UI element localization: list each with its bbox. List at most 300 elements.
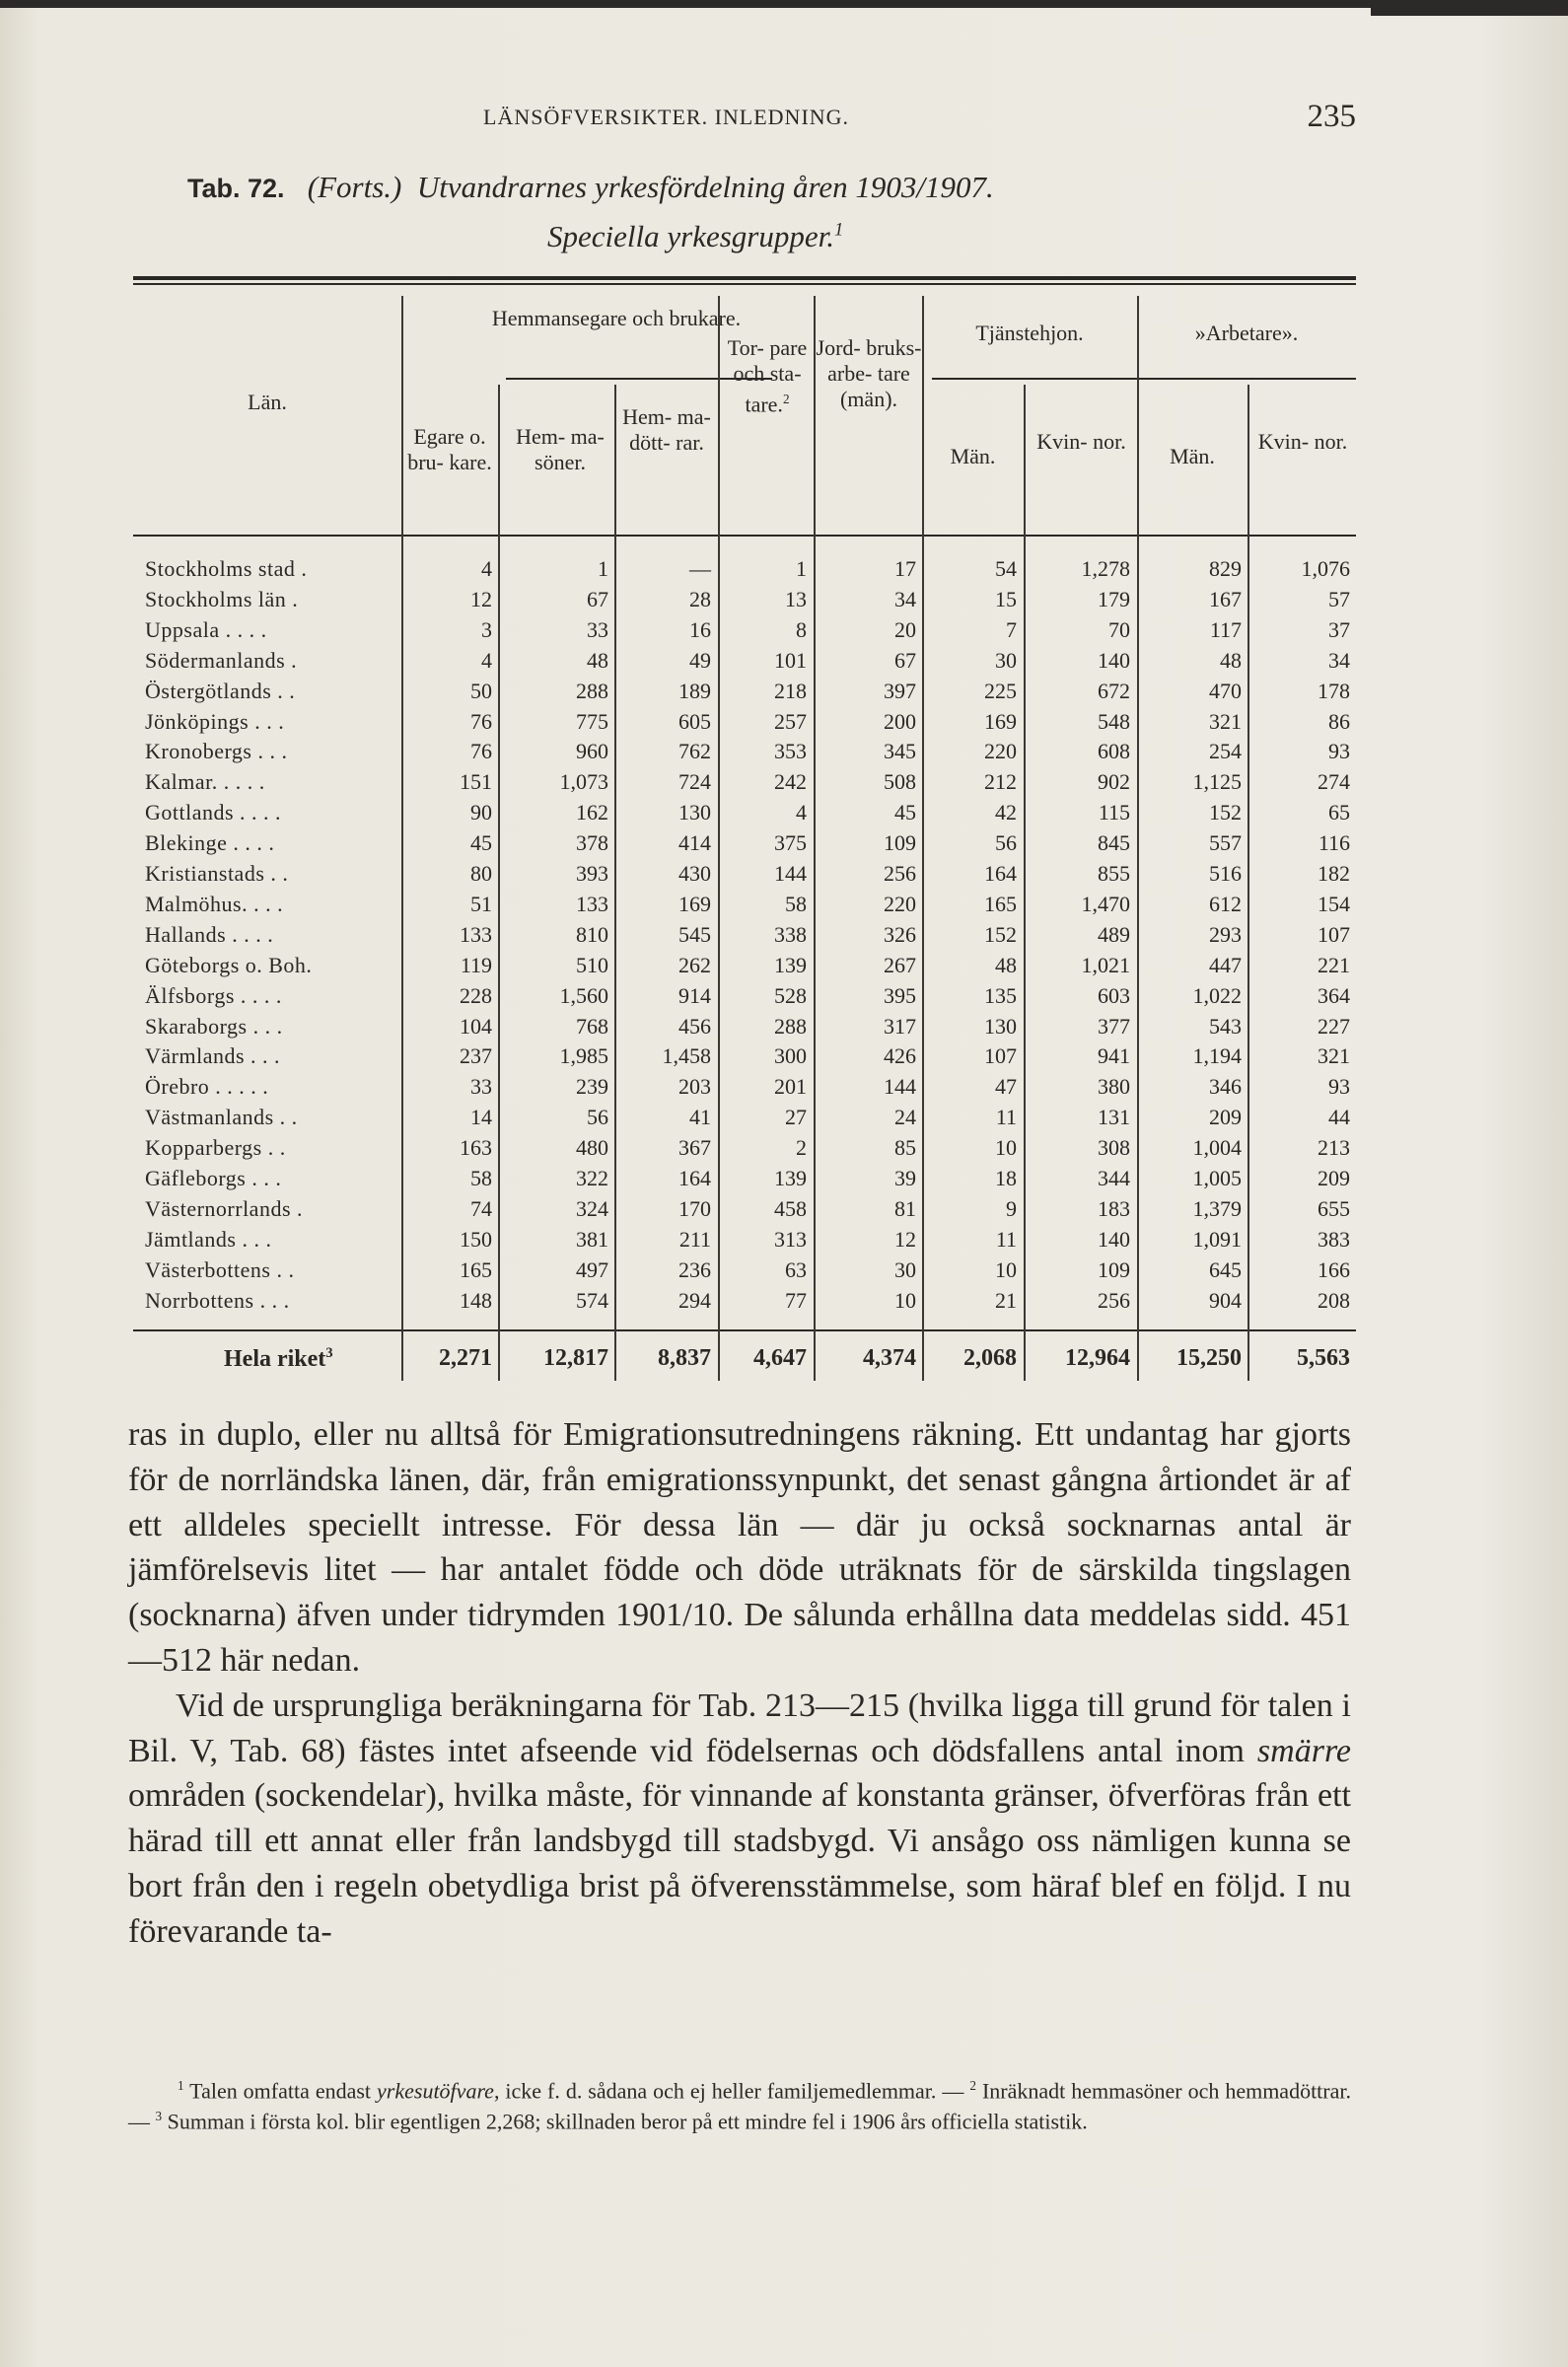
table-cell: 34 [1328, 647, 1350, 673]
table-cell: 56 [587, 1105, 608, 1130]
table-cell: 353 [774, 739, 807, 764]
table-cell: 447 [1209, 952, 1242, 977]
table-cell: 211 [678, 1226, 711, 1252]
lan-name: Kristianstads . . [145, 861, 289, 886]
table-cell: 17 [894, 556, 916, 581]
table-cell: 317 [884, 1013, 916, 1039]
total-cell: 15,250 [1176, 1345, 1242, 1371]
table-cell: 50 [470, 678, 492, 703]
table-cell: 58 [470, 1166, 492, 1190]
table-cell: 557 [1209, 830, 1242, 856]
table-cell: 612 [1209, 891, 1242, 916]
table-cell: 762 [678, 739, 711, 764]
table-top-rule-thin [133, 283, 1356, 285]
table-cell: 326 [884, 921, 916, 947]
table-row [133, 554, 1356, 585]
table-subtitle [547, 219, 843, 254]
running-head-title: LÄNSÖFVERSIKTER. INLEDNING. [483, 105, 850, 129]
header-lan: Län. [248, 390, 287, 414]
table-cell: 20 [894, 616, 916, 642]
table-cell: 107 [1318, 921, 1350, 947]
table-cell: 67 [894, 647, 916, 673]
table-cell: 605 [678, 708, 711, 734]
paragraph [128, 1684, 1351, 1955]
table-cell: 45 [894, 800, 916, 825]
table-cell: 51 [470, 891, 492, 916]
table-cell: 267 [884, 952, 916, 977]
table-label: Tab. 72. [187, 174, 285, 203]
header-bottom-rule [133, 535, 1356, 537]
table-cell: 1,091 [1192, 1226, 1242, 1252]
table-cell: 152 [1209, 800, 1242, 825]
table-cell: 15 [995, 586, 1017, 611]
table-cell: 151 [460, 769, 492, 795]
table-cell: 344 [1098, 1166, 1130, 1190]
table-cell: 101 [774, 647, 807, 673]
table-cell: 130 [678, 800, 711, 825]
lan-name: Västmanlands . . [145, 1105, 298, 1130]
footnote-emphasis: yrkesutöfvare [377, 2078, 494, 2104]
table-row [133, 1041, 1356, 1072]
table-cell: 48 [995, 952, 1017, 977]
table-row [133, 981, 1356, 1012]
table-cell: 221 [1318, 952, 1350, 977]
table-cell: 430 [678, 861, 711, 886]
table-cell: 516 [1209, 861, 1242, 886]
table-cell: 144 [884, 1074, 916, 1100]
group-rule-arbetare [1139, 378, 1356, 380]
table-cell: 603 [1098, 982, 1130, 1008]
lan-name: Gottlands . . . . [145, 800, 282, 825]
table-cell: 377 [1098, 1013, 1130, 1039]
total-label-mark: 3 [325, 1345, 333, 1361]
footnote-text: Summan i första kol. blir egentligen 2,268; skillnaden beror på ett mindre fel i 1906 års officiella statistik. [162, 2109, 1088, 2134]
table-cell: 321 [1318, 1043, 1350, 1069]
table-cell: 960 [576, 739, 608, 764]
total-cell: 4,374 [863, 1345, 916, 1371]
table-row [133, 828, 1356, 859]
table-cell: 11 [995, 1105, 1017, 1130]
table-cell: 1,194 [1192, 1043, 1242, 1069]
table-cell: 1,560 [559, 982, 608, 1008]
table-cell: 902 [1098, 769, 1130, 795]
table-cell: 236 [678, 1256, 711, 1282]
table-cell: 414 [678, 830, 711, 856]
table-cell: 1,021 [1081, 952, 1130, 977]
table-cell: 239 [576, 1074, 608, 1100]
table-cell: 1,022 [1192, 982, 1242, 1008]
table-cell: 645 [1209, 1256, 1242, 1282]
table-row [133, 1164, 1356, 1194]
table-row [133, 1194, 1356, 1225]
table-cell: 228 [460, 982, 492, 1008]
table-cell: 170 [678, 1195, 711, 1221]
footnote-text: , icke f. d. sådana och ej heller familjemedlemmar. — [493, 2078, 970, 2104]
table-cell: 81 [894, 1195, 916, 1221]
footnote-mark: 1 [178, 2078, 184, 2093]
running-head [133, 99, 1356, 138]
table-cell: 3 [481, 616, 492, 642]
table-cell: 10 [995, 1256, 1017, 1282]
footnotes [128, 2073, 1351, 2135]
footnote-mark: 2 [969, 2078, 976, 2093]
table-cell: 1,470 [1081, 891, 1130, 916]
table-cell: 77 [785, 1287, 807, 1313]
table-row [133, 677, 1356, 707]
table-cell: 4 [796, 800, 807, 825]
table-cell: 90 [470, 800, 492, 825]
table-cell: 164 [678, 1166, 711, 1190]
table-cell: 148 [460, 1287, 492, 1313]
table-cell: 162 [576, 800, 608, 825]
table-cell: 49 [689, 647, 711, 673]
table-cell: 256 [884, 861, 916, 886]
total-cell: 2,068 [963, 1345, 1017, 1371]
total-row [133, 1341, 1356, 1381]
table-cell: 4 [481, 647, 492, 673]
table-row [133, 859, 1356, 890]
lan-name: Göteborgs o. Boh. [145, 952, 313, 977]
header-hemmadottrar: Hem- ma- dött- rar. [622, 404, 711, 455]
table-cell: 80 [470, 861, 492, 886]
lan-name: Uppsala . . . . [145, 616, 267, 642]
table-cell: 48 [587, 647, 608, 673]
table-cell: 10 [894, 1287, 916, 1313]
table-cell: 655 [1318, 1195, 1350, 1221]
total-cell: 12,817 [543, 1345, 608, 1371]
table-cell: 1,005 [1192, 1166, 1242, 1190]
table-cell: 775 [576, 708, 608, 734]
footnote-mark: 3 [155, 2109, 163, 2124]
table-cell: 383 [1318, 1226, 1350, 1252]
total-cell: 2,271 [439, 1345, 492, 1371]
table-cell: 16 [689, 616, 711, 642]
table-row [133, 1072, 1356, 1103]
lan-name: Västernorrlands . [145, 1195, 304, 1221]
header-tjanste-kvinnor: Kvin- nor. [1036, 429, 1126, 454]
table-cell: 1 [796, 556, 807, 581]
body-text [128, 1412, 1351, 1955]
table-cell: 70 [1108, 616, 1130, 642]
table-cell: 54 [995, 556, 1017, 581]
paragraph-part: Vid de ursprungliga beräkningarna för Tab. 213—215 (hvilka ligga till grund för talen i Bil. V, Tab. 68) fästes intet afseende vid födelsernas och dödsfallens antal inom [128, 1686, 1351, 1769]
footnote-text: Talen omfatta endast [183, 2078, 378, 2104]
table-cell: 672 [1098, 678, 1130, 703]
table-cell: 164 [984, 861, 1017, 886]
table-cell: 810 [576, 921, 608, 947]
paragraph-part: områden (sockendelar), hvilka måste, för vinnande af konstanta gränser, öfverföras från ett härad till ett annat eller från landsbygd till stadsbygd. Vi ansågo oss nämligen kunna se bort från den i regeln obetydliga brist på öfverensstämmelse, som häraf blef en följd. I nu förevarande ta- [128, 1777, 1351, 1950]
table-cell: 208 [1318, 1287, 1350, 1313]
paragraph: ras in duplo, eller nu alltså för Emigrationsutredningens räkning. Ett undantag har gjorts för de norrländska länen, där, från emigrationssynpunkt, det senast gångna årtiondet är af ett alldeles speciellt intresse. För dessa län — där ju också socknarnas antal är jämförelsevis litet — har antalet födde och döde uträknats för de särskilda tingslagen (socknarna) äfven under tidrymden 1901/10. De sålunda erhållna data meddelas sidd. 451—512 här nedan. [128, 1416, 1351, 1679]
table-cell: 480 [576, 1135, 608, 1161]
table-cell: 41 [689, 1105, 711, 1130]
table-cell: 93 [1328, 739, 1350, 764]
header-torpare-mark: 2 [782, 392, 790, 406]
table-cell: 201 [774, 1074, 807, 1100]
table-cell: 574 [576, 1287, 608, 1313]
table-cell: 288 [576, 678, 608, 703]
table-cell: 58 [785, 891, 807, 916]
lan-name: Skaraborgs . . . [145, 1013, 283, 1039]
lan-name: Södermanlands . [145, 647, 298, 673]
table-cell: 169 [678, 891, 711, 916]
table-row [133, 798, 1356, 828]
table-cell: 608 [1098, 739, 1130, 764]
table-cell: 76 [470, 708, 492, 734]
table-cell: 30 [995, 647, 1017, 673]
table-cell: 508 [884, 769, 916, 795]
table-cell: 237 [460, 1043, 492, 1069]
table-cell: 1,073 [559, 769, 608, 795]
table-cell: 380 [1098, 1074, 1130, 1100]
table-cell: 163 [460, 1135, 492, 1161]
table-cell: 242 [774, 769, 807, 795]
table-row [133, 737, 1356, 767]
table-cell: 254 [1209, 739, 1242, 764]
table-cell: 829 [1209, 556, 1242, 581]
table-cell: 131 [1098, 1105, 1130, 1130]
lan-name: Kalmar. . . . . [145, 769, 265, 795]
lan-name: Östergötlands . . [145, 678, 296, 703]
table-cell: 24 [894, 1105, 916, 1130]
table-cell: 257 [774, 708, 807, 734]
lan-name: Gäfleborgs . . . [145, 1166, 282, 1190]
table-cell: 7 [1006, 616, 1017, 642]
table-cell: 262 [678, 952, 711, 977]
table-cell: 545 [678, 921, 711, 947]
table-cell: 209 [1318, 1166, 1350, 1190]
caption-title: Utvandrarnes yrkesfördelning åren 1903/1907. [416, 170, 994, 204]
table-cell: 182 [1318, 861, 1350, 886]
table-cell: 288 [774, 1013, 807, 1039]
table-cell: 34 [894, 586, 916, 611]
table-cell: 152 [984, 921, 1017, 947]
table-cell: 39 [894, 1166, 916, 1190]
group-rule-tjanste [932, 378, 1139, 380]
footnote-text: Inräknadt hemmasöner och hemmadöttrar. — [128, 2078, 1351, 2134]
lan-name: Västerbottens . . [145, 1256, 295, 1282]
table-cell: 724 [678, 769, 711, 795]
table-cell: 313 [774, 1226, 807, 1252]
lan-name: Stockholms län . [145, 586, 299, 611]
table-cell: 855 [1098, 861, 1130, 886]
header-group-arbetare: »Arbetare». [1194, 321, 1299, 345]
table-row [133, 1133, 1356, 1164]
header-hemmasoner: Hem- ma- söner. [516, 424, 605, 474]
table-cell: 904 [1209, 1287, 1242, 1313]
total-cell: 8,837 [658, 1345, 711, 1371]
table-cell: 227 [1318, 1013, 1350, 1039]
table-cell: 300 [774, 1043, 807, 1069]
table-cell: 10 [995, 1135, 1017, 1161]
table-cell: 65 [1328, 800, 1350, 825]
table-cell: 74 [470, 1195, 492, 1221]
table-cell: 12 [470, 586, 492, 611]
table-cell: 458 [774, 1195, 807, 1221]
table-cell: 220 [884, 891, 916, 916]
table-row [133, 707, 1356, 738]
table-cell: 1,125 [1192, 769, 1242, 795]
table-cell: 28 [689, 586, 711, 611]
table-caption [187, 170, 1371, 205]
table-cell: 115 [1098, 800, 1130, 825]
table-row [133, 585, 1356, 615]
total-cell: 12,964 [1065, 1345, 1130, 1371]
table-cell: 220 [984, 739, 1017, 764]
table-row [133, 615, 1356, 646]
table-cell: 165 [984, 891, 1017, 916]
table-cell: 45 [470, 830, 492, 856]
table-cell: 1,379 [1192, 1195, 1242, 1221]
table-cell: 183 [1098, 1195, 1130, 1221]
total-cell: 5,563 [1297, 1345, 1350, 1371]
table-top-rule [133, 276, 1356, 280]
table-cell: 33 [470, 1074, 492, 1100]
table-cell: 845 [1098, 830, 1130, 856]
lan-name: Värmlands . . . [145, 1043, 281, 1069]
lan-name: Hallands . . . . [145, 921, 274, 947]
table-cell: 189 [678, 678, 711, 703]
table-cell: 1,458 [662, 1043, 711, 1069]
table-cell: 393 [576, 861, 608, 886]
table-cell: 139 [774, 1166, 807, 1190]
table-cell: 294 [678, 1287, 711, 1313]
table-cell: 1,278 [1081, 556, 1130, 581]
table-cell: 57 [1328, 586, 1350, 611]
lan-name: Blekinge . . . . [145, 830, 275, 856]
table-cell: 150 [460, 1226, 492, 1252]
table-cell: 528 [774, 982, 807, 1008]
header-jordbruk: Jord- bruks- arbe- tare (män). [816, 335, 922, 411]
table-cell: 86 [1328, 708, 1350, 734]
total-cell: 4,647 [753, 1345, 807, 1371]
table-cell: 308 [1098, 1135, 1130, 1161]
table-cell: 140 [1098, 647, 1130, 673]
table-cell: 548 [1098, 708, 1130, 734]
lan-name: Stockholms stad . [145, 556, 308, 581]
table-cell: 165 [460, 1256, 492, 1282]
table-cell: 941 [1098, 1043, 1130, 1069]
table-cell: 104 [460, 1013, 492, 1039]
table-cell: 30 [894, 1256, 916, 1282]
table-cell: 203 [678, 1074, 711, 1100]
table-cell: 12 [894, 1226, 916, 1252]
table-cell: 76 [470, 739, 492, 764]
header-torpare-text: Tor- pare och sta- tare. [727, 335, 808, 417]
table-cell: 543 [1209, 1013, 1242, 1039]
table-cell: 768 [576, 1013, 608, 1039]
lan-name: Norrbottens . . . [145, 1287, 290, 1313]
table-cell: 93 [1328, 1074, 1350, 1100]
caption-subtitle: Speciella yrkesgrupper. [547, 219, 834, 253]
table-cell: 225 [984, 678, 1017, 703]
lan-name: Örebro . . . . . [145, 1074, 269, 1100]
page-top-edge [0, 0, 1568, 8]
header-tjanste-man: Män. [950, 444, 996, 468]
table-cell: 914 [678, 982, 711, 1008]
table-cell: 130 [984, 1013, 1017, 1039]
table-row [133, 1255, 1356, 1286]
table-cell: 1,076 [1301, 556, 1350, 581]
lan-name: Kopparbergs . . [145, 1135, 286, 1161]
table-row [133, 1225, 1356, 1255]
table-cell: 27 [785, 1105, 807, 1130]
table-cell: 1 [598, 556, 608, 581]
table-cell: 63 [785, 1256, 807, 1282]
table-row [133, 646, 1356, 677]
occupation-table [133, 276, 1356, 1381]
table-cell: 397 [884, 678, 916, 703]
table-cell: 67 [587, 586, 608, 611]
table-cell: 489 [1098, 921, 1130, 947]
table-cell: 42 [995, 800, 1017, 825]
table-row [133, 1012, 1356, 1042]
table-cell: 2 [796, 1135, 807, 1161]
lan-name: Kronobergs . . . [145, 739, 288, 764]
table-cell: 107 [984, 1043, 1017, 1069]
table-cell: 322 [576, 1166, 608, 1190]
table-cell: 47 [995, 1074, 1017, 1100]
table-cell: 140 [1098, 1226, 1130, 1252]
table-cell: 200 [884, 708, 916, 734]
table-cell: 109 [1098, 1256, 1130, 1282]
table-cell: 212 [984, 769, 1017, 795]
table-cell: 1,004 [1192, 1135, 1242, 1161]
table-cell: 144 [774, 861, 807, 886]
table-row [133, 951, 1356, 981]
table-row [133, 1103, 1356, 1133]
table-cell: 324 [576, 1195, 608, 1221]
table-cell: 117 [1209, 616, 1242, 642]
table-cell: 167 [1209, 586, 1242, 611]
table-cell: 375 [774, 830, 807, 856]
table-cell: 426 [884, 1043, 916, 1069]
table-cell: 321 [1209, 708, 1242, 734]
table-cell: 395 [884, 982, 916, 1008]
table-row [133, 920, 1356, 951]
table-cell: 293 [1209, 921, 1242, 947]
table-cell: 4 [481, 556, 492, 581]
table-cell: 209 [1209, 1105, 1242, 1130]
table-cell: 178 [1318, 678, 1350, 703]
table-cell: — [689, 556, 711, 581]
paragraph-emphasis: smärre [1256, 1732, 1351, 1769]
header-group-tjanstehjon: Tjänstehjon. [975, 321, 1084, 345]
page-number: 235 [1307, 99, 1356, 134]
table-cell: 109 [884, 830, 916, 856]
table-row [133, 890, 1356, 920]
caption-footnote-mark: 1 [833, 219, 844, 241]
table-cell: 133 [460, 921, 492, 947]
table-cell: 85 [894, 1135, 916, 1161]
table-cell: 154 [1318, 891, 1350, 916]
lan-name: Älfsborgs . . . . [145, 982, 282, 1008]
header-torpare [721, 335, 814, 417]
table-cell: 166 [1318, 1256, 1350, 1282]
table-cell: 345 [884, 739, 916, 764]
table-cell: 9 [1006, 1195, 1017, 1221]
table-cell: 119 [460, 952, 492, 977]
header-arbetare-man: Män. [1170, 444, 1215, 468]
table-cell: 33 [587, 616, 608, 642]
table-cell: 14 [470, 1105, 492, 1130]
table-cell: 18 [995, 1166, 1017, 1190]
table-cell: 218 [774, 678, 807, 703]
table-row [133, 1286, 1356, 1317]
table-cell: 378 [576, 830, 608, 856]
table-cell: 135 [984, 982, 1017, 1008]
total-rule [133, 1329, 1356, 1331]
